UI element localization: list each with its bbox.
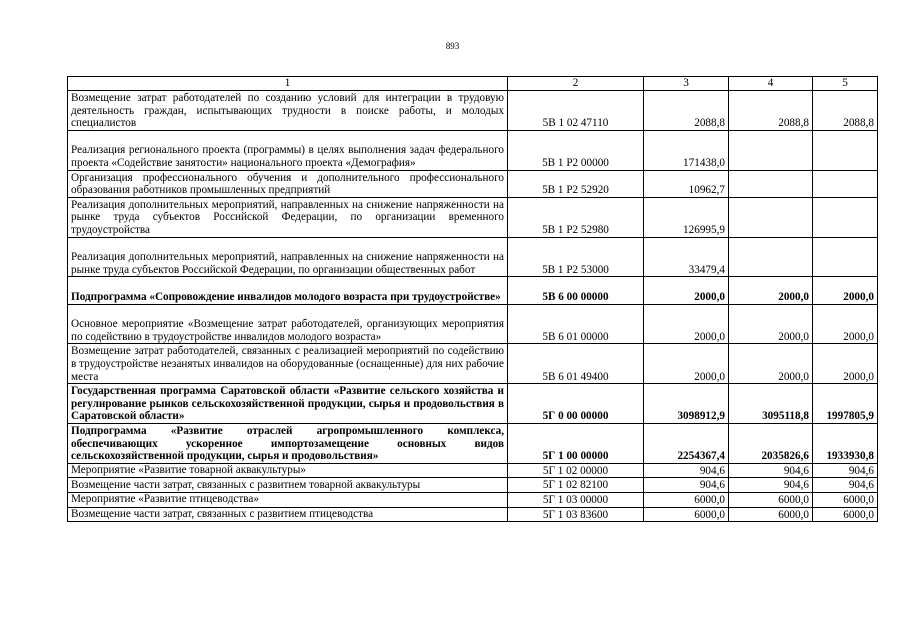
row-value-col4: 2000,0: [729, 304, 813, 344]
row-name-cell: Реализация дополнительных мероприятий, направленных на снижение напряженности на рынке труда субъектов Российской Федерации, по организации временного трудоустройства: [68, 197, 508, 237]
row-value-col5: 6000,0: [813, 507, 878, 522]
row-code-cell: 5В 1 02 47110: [508, 91, 644, 131]
row-value-col5: 2000,0: [813, 277, 878, 304]
row-name-cell: Подпрограмма «Развитие отраслей агропромышленного комплекса, обеспечивающих ускоренное импортозамещение основных видов сельскохозяйственной продукции, сырья и продовольствия»: [68, 423, 508, 463]
row-value-col4: [729, 237, 813, 277]
row-code-cell: 5В 6 00 00000: [508, 277, 644, 304]
row-value-col3: 6000,0: [644, 492, 729, 507]
header-col-4: 4: [729, 77, 813, 91]
table-row: [68, 423, 878, 463]
row-value-col5: 904,6: [813, 478, 878, 493]
row-value-col3: 6000,0: [644, 507, 729, 522]
row-value-col5: [813, 130, 878, 170]
row-name-cell: Возмещение затрат работодателей по созданию условий для интеграции в трудовую деятельность граждан, испытывающих трудности в поиске работы, и молодых специалистов: [68, 91, 508, 131]
row-value-col3: 33479,4: [644, 237, 729, 277]
row-code-cell: 5В 1 Р2 53000: [508, 237, 644, 277]
row-value-col5: 2000,0: [813, 344, 878, 384]
row-value-col5: 2088,8: [813, 91, 878, 131]
row-value-col4: 904,6: [729, 478, 813, 493]
row-value-col3: 904,6: [644, 478, 729, 493]
row-value-col4: 3095118,8: [729, 384, 813, 424]
row-code-cell: 5Г 1 03 83600: [508, 507, 644, 522]
header-col-5: 5: [813, 77, 878, 91]
row-value-col3: 126995,9: [644, 197, 729, 237]
row-value-col3: 2088,8: [644, 91, 729, 131]
table-row: [68, 492, 878, 507]
row-name-cell: Мероприятие «Развитие товарной аквакультуры»: [68, 463, 508, 478]
row-name-cell: Подпрограмма «Сопровождение инвалидов молодого возраста при трудоустройстве»: [68, 277, 508, 304]
row-code-cell: 5В 6 01 49400: [508, 344, 644, 384]
table-row: [68, 463, 878, 478]
table-row: [68, 91, 878, 131]
row-name-cell: Организация профессионального обучения и дополнительного профессионального образования работников промышленных предприятий: [68, 170, 508, 197]
table-row: [68, 277, 878, 304]
table-row: [68, 170, 878, 197]
row-value-col5: 1933930,8: [813, 423, 878, 463]
table-row: [68, 304, 878, 344]
table-row: [68, 197, 878, 237]
row-name-cell: Реализация дополнительных мероприятий, направленных на снижение напряженности на рынке труда субъектов Российской Федерации, по организации общественных работ: [68, 237, 508, 277]
row-code-cell: 5Г 1 02 82100: [508, 478, 644, 493]
row-name-cell: Основное мероприятие «Возмещение затрат работодателей, организующих мероприятия по содействию в трудоустройстве инвалидов молодого возраста»: [68, 304, 508, 344]
row-value-col4: 2000,0: [729, 277, 813, 304]
header-col-2: 2: [508, 77, 644, 91]
row-value-col5: [813, 237, 878, 277]
row-code-cell: 5Г 1 02 00000: [508, 463, 644, 478]
row-value-col4: [729, 197, 813, 237]
row-value-col3: 3098912,9: [644, 384, 729, 424]
table-row: [68, 237, 878, 277]
row-value-col5: [813, 197, 878, 237]
row-value-col4: 6000,0: [729, 507, 813, 522]
row-value-col5: 904,6: [813, 463, 878, 478]
table-row: [68, 130, 878, 170]
row-value-col5: 1997805,9: [813, 384, 878, 424]
row-code-cell: 5В 1 Р2 52980: [508, 197, 644, 237]
table-header-row: [68, 77, 878, 91]
row-code-cell: 5В 1 Р2 00000: [508, 130, 644, 170]
row-value-col3: 171438,0: [644, 130, 729, 170]
row-code-cell: 5Г 0 00 00000: [508, 384, 644, 424]
row-name-cell: Возмещение части затрат, связанных с развитием птицеводства: [68, 507, 508, 522]
header-col-3: 3: [644, 77, 729, 91]
row-value-col3: 2000,0: [644, 304, 729, 344]
row-code-cell: 5Г 1 00 00000: [508, 423, 644, 463]
row-value-col5: [813, 170, 878, 197]
row-value-col3: 2254367,4: [644, 423, 729, 463]
row-value-col5: 6000,0: [813, 492, 878, 507]
header-col-1: 1: [68, 77, 508, 91]
row-value-col3: 2000,0: [644, 344, 729, 384]
row-code-cell: 5Г 1 03 00000: [508, 492, 644, 507]
row-value-col4: 904,6: [729, 463, 813, 478]
row-value-col3: 904,6: [644, 463, 729, 478]
row-name-cell: Реализация регионального проекта (программы) в целях выполнения задач федерального проекта «Содействие занятости» национального проекта «Демография»: [68, 130, 508, 170]
row-name-cell: Мероприятие «Развитие птицеводства»: [68, 492, 508, 507]
row-name-cell: Возмещение затрат работодателей, связанных с реализацией мероприятий по содействию в трудоустройстве незанятых инвалидов на оборудованные (оснащенные) для них рабочие места: [68, 344, 508, 384]
budget-table: [67, 76, 878, 522]
row-value-col3: 2000,0: [644, 277, 729, 304]
row-value-col4: 2035826,6: [729, 423, 813, 463]
row-name-cell: Государственная программа Саратовской области «Развитие сельского хозяйства и регулирование рынков сельскохозяйственной продукции, сырья и продовольствия в Саратовской области»: [68, 384, 508, 424]
table-row: [68, 478, 878, 493]
table-row: [68, 507, 878, 522]
row-value-col3: 10962,7: [644, 170, 729, 197]
row-value-col4: [729, 170, 813, 197]
row-value-col5: 2000,0: [813, 304, 878, 344]
row-code-cell: 5В 1 Р2 52920: [508, 170, 644, 197]
table-row: [68, 344, 878, 384]
row-code-cell: 5В 6 01 00000: [508, 304, 644, 344]
row-value-col4: [729, 130, 813, 170]
row-value-col4: 2000,0: [729, 344, 813, 384]
table-row: [68, 384, 878, 424]
row-value-col4: 2088,8: [729, 91, 813, 131]
page-number: 893: [445, 41, 460, 51]
row-value-col4: 6000,0: [729, 492, 813, 507]
row-name-cell: Возмещение части затрат, связанных с развитием товарной аквакультуры: [68, 478, 508, 493]
